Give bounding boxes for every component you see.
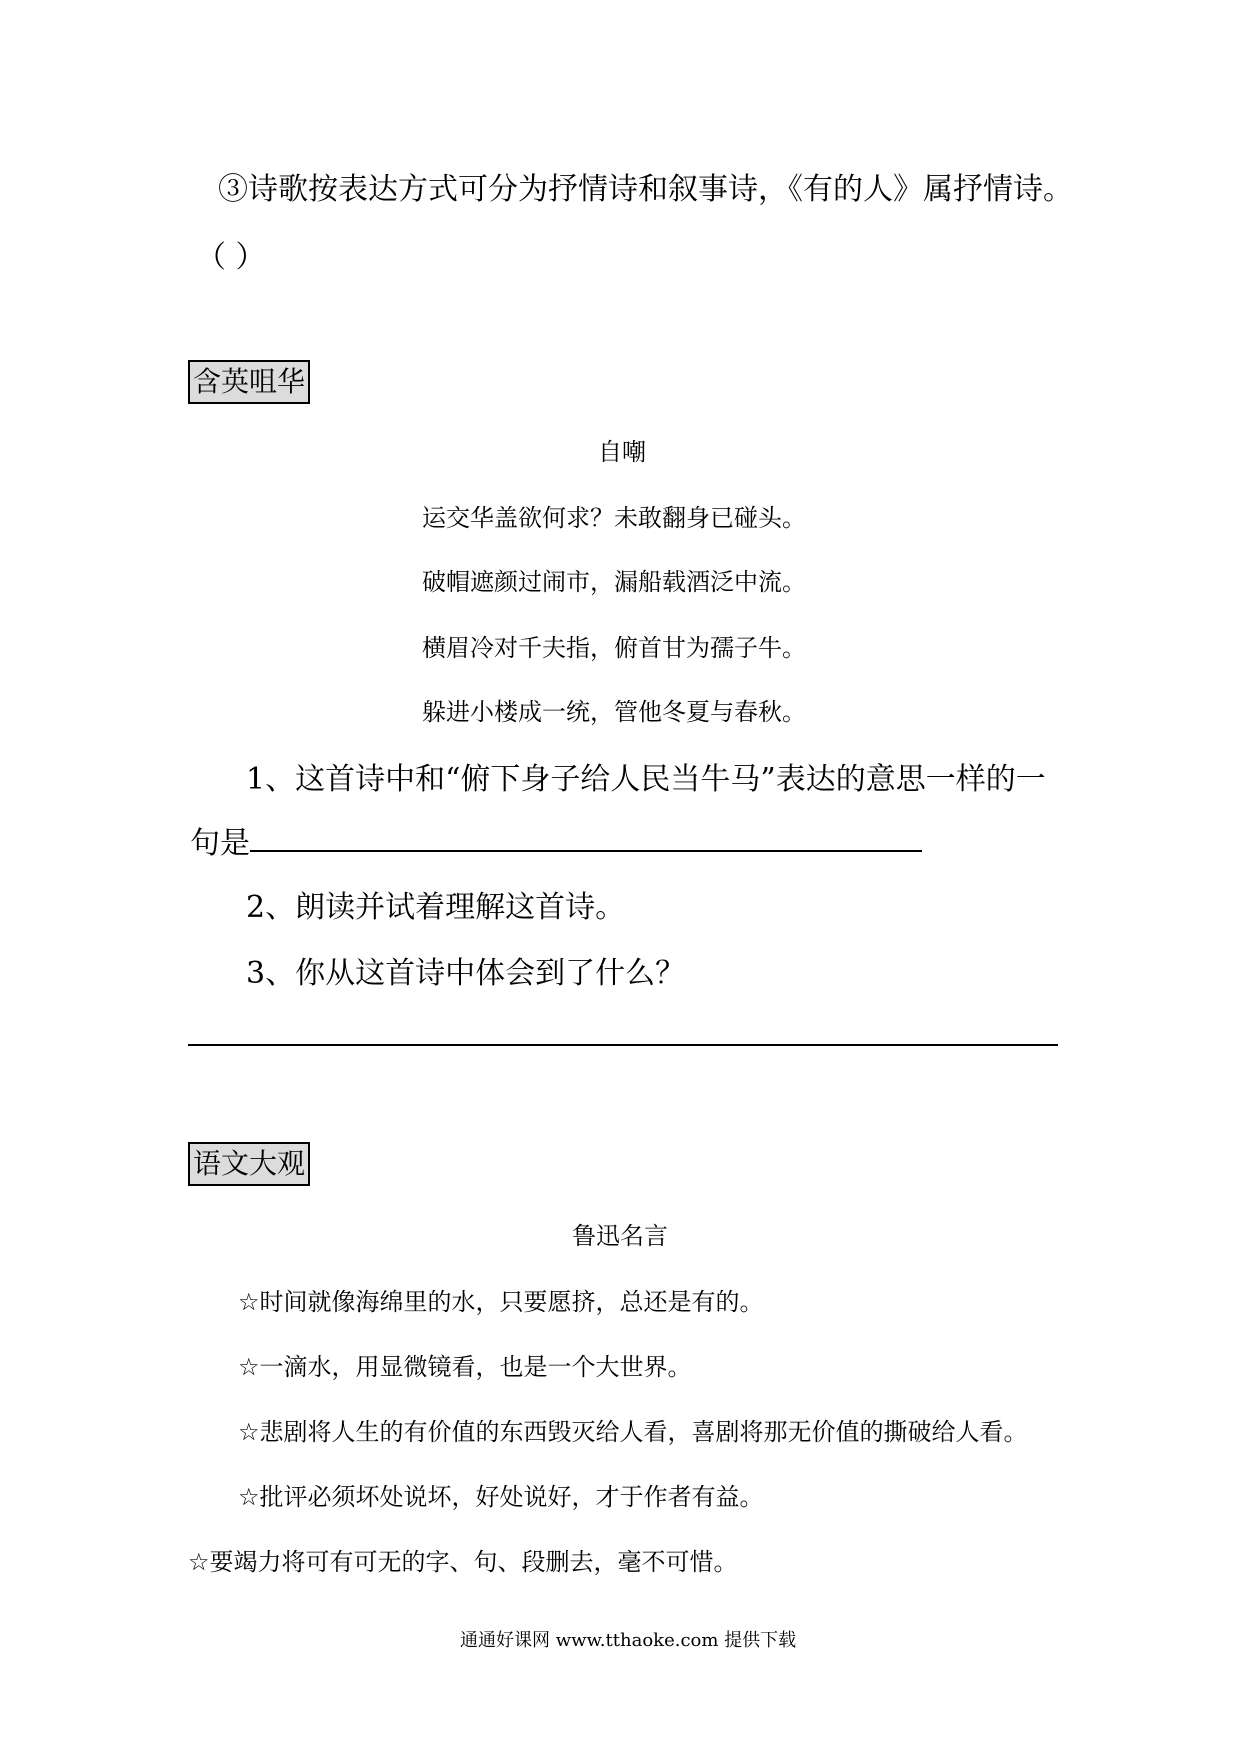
question-2: 2、朗读并试着理解这首诗。 [246,890,626,925]
question-1-line1: 1、这首诗中和“俯下身子给人民当牛马”表达的意思一样的一 [246,762,1046,797]
answer-bracket[interactable]: （ ） [196,240,266,275]
section-title-yuwen-daguan: 语文大观 [188,1142,310,1186]
section-title-hanying-juhua: 含英咀华 [188,360,310,404]
question-1-line2: 句是 [190,826,250,861]
quote-item: ☆批评必须坏处说坏，好处说好，才于作者有益。 [238,1483,764,1511]
poem-line: 躲进小楼成一统，管他冬夏与春秋。 [422,698,806,726]
quotes-subtitle: 鲁迅名言 [572,1222,668,1250]
poem-line: 运交华盖欲何求？未敢翻身已碰头。 [422,504,806,532]
question-3: 3、你从这首诗中体会到了什么？ [246,956,686,991]
answer-line-q1[interactable] [250,850,922,852]
question-3-statement: ③诗歌按表达方式可分为抒情诗和叙事诗，《有的人》属抒情诗。 [218,172,1073,207]
quote-item: ☆要竭力将可有可无的字、句、段删去，毫不可惜。 [188,1548,738,1576]
poem-title: 自嘲 [598,438,646,466]
quote-item: ☆时间就像海绵里的水，只要愿挤，总还是有的。 [238,1288,764,1316]
quote-item: ☆一滴水，用显微镜看，也是一个大世界。 [238,1353,692,1381]
poem-line: 横眉冷对千夫指，俯首甘为孺子牛。 [422,634,806,662]
poem-line: 破帽遮颜过闹市，漏船载酒泛中流。 [422,568,806,596]
answer-line-q3[interactable] [188,1044,1058,1046]
page-footer: 通通好课网 www.tthaoke.com 提供下载 [460,1630,797,1651]
quote-item: ☆悲剧将人生的有价值的东西毁灭给人看，喜剧将那无价值的撕破给人看。 [238,1418,1028,1446]
